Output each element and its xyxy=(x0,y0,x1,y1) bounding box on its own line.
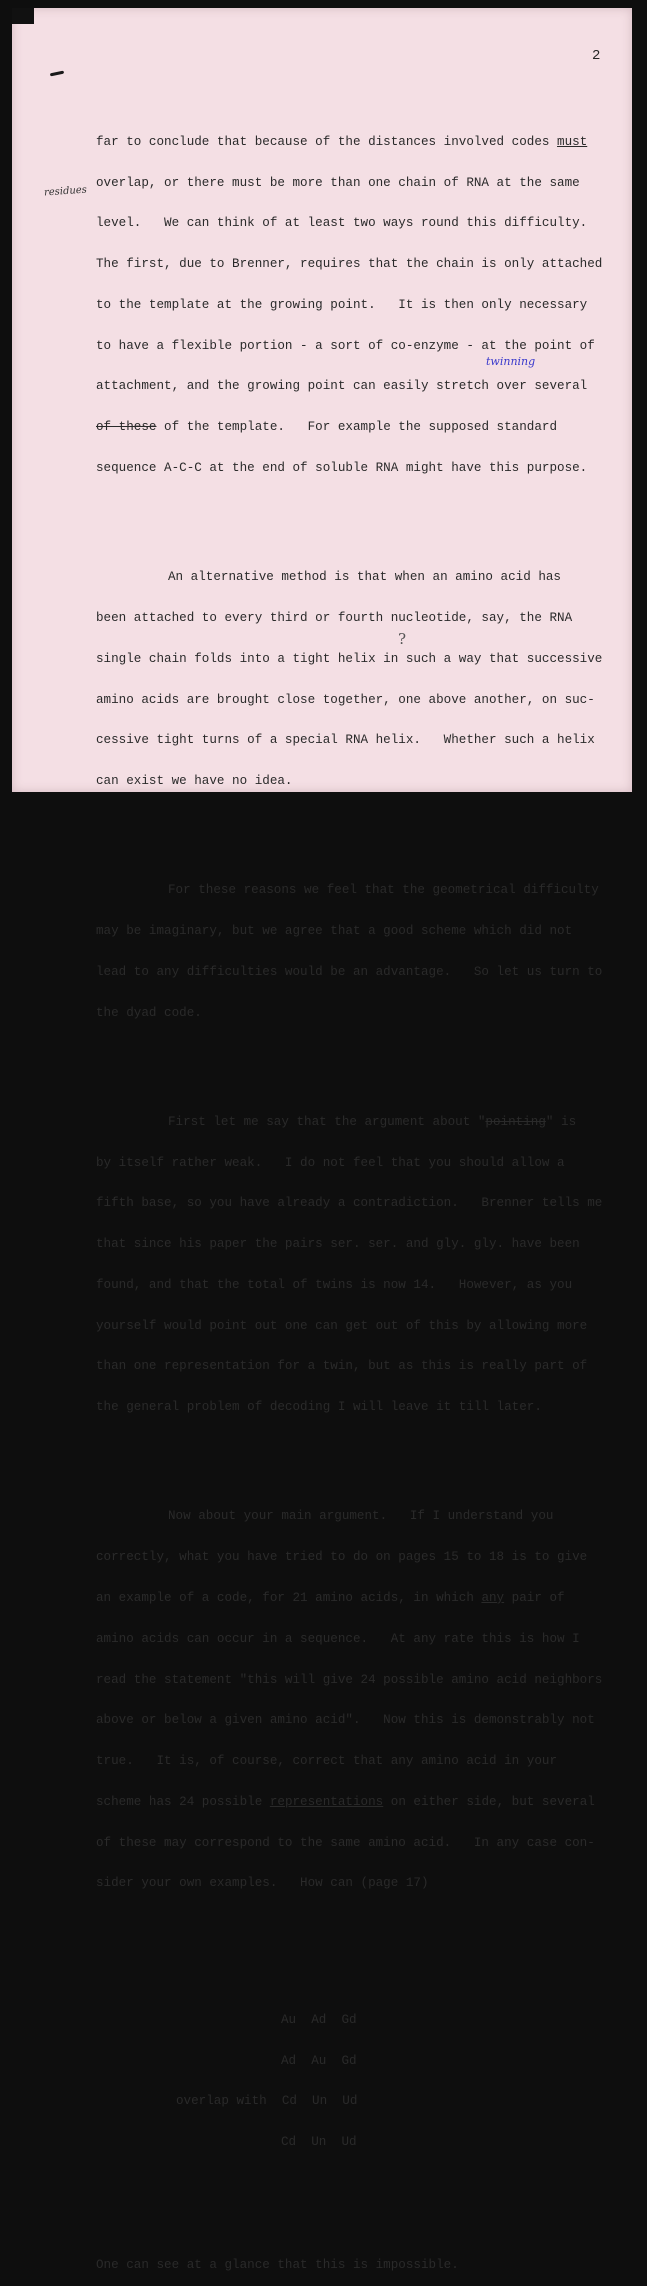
struck-text: of these xyxy=(96,420,157,435)
text-line: than one representation for a twin, but as this is really part of xyxy=(96,1359,588,1374)
text-line: read the statement "this will give 24 possible amino acid neighbors xyxy=(96,1672,603,1687)
text-line: For these reasons we feel that the geometrical difficulty xyxy=(168,883,599,898)
text-line: single chain folds into a tight helix in such a way that successive xyxy=(96,651,603,666)
text-line: found, and that the total of twins is now 14. However, as you xyxy=(96,1277,573,1292)
handwritten-correction: twinning xyxy=(486,355,536,368)
ink-mark xyxy=(50,71,64,77)
text-line: can exist we have no idea. xyxy=(96,774,293,789)
text-line: far to conclude that because of the distances involved codes must xyxy=(96,134,588,149)
text-line: fifth base, so you have already a contradiction. Brenner tells me xyxy=(96,1196,603,1211)
text-line: above or below a given amino acid". Now this is demonstrably not xyxy=(96,1713,595,1728)
table-row: overlap with Cd Un Ud xyxy=(176,2094,358,2109)
underlined-word: must xyxy=(557,134,588,149)
text-line: sequence A-C-C at the end of soluble RNA might have this purpose. xyxy=(96,461,588,476)
text-line: of these of the template. For example the supposed standard xyxy=(96,420,558,435)
codon-example-table xyxy=(96,1987,616,2177)
closing-line: One can see at a glance that this is impossible. xyxy=(96,2257,459,2272)
page-number: 2 xyxy=(592,48,601,64)
table-row: Au Ad Gd xyxy=(281,2012,357,2027)
text-line: Now about your main argument. If I understand you xyxy=(168,1509,554,1524)
text-line: amino acids can occur in a sequence. At any rate this is how I xyxy=(96,1631,580,1646)
struck-text: pointing xyxy=(485,1114,546,1129)
text-line: the dyad code. xyxy=(96,1005,202,1020)
text-line: First let me say that the argument about "pointing" is xyxy=(168,1114,577,1129)
text-line: level. We can think of at least two ways round this difficulty. xyxy=(96,216,588,231)
text-line: of these may correspond to the same amino acid. In any case con- xyxy=(96,1835,595,1850)
text-line: amino acids are brought close together, one above another, on suc- xyxy=(96,692,595,707)
underlined-word: representations xyxy=(269,1794,384,1809)
table-label: overlap with xyxy=(176,2094,267,2109)
text-line: attachment, and the growing point can easily stretch over several xyxy=(96,379,588,394)
table-row: Cd Un Ud xyxy=(281,2135,357,2150)
text-line: sider your own examples. How can (page 17) xyxy=(96,1876,429,1891)
margin-annotation: residues xyxy=(43,184,88,199)
scan-edge xyxy=(12,8,34,24)
text-line: an example of a code, for 21 amino acids, in which any pair of xyxy=(96,1590,565,1605)
text-line: cessive tight turns of a special RNA helix. Whether such a helix xyxy=(96,733,595,748)
text-line: to the template at the growing point. It is then only necessary xyxy=(96,297,588,312)
text-line: the general problem of decoding I will leave it till later. xyxy=(96,1400,542,1415)
text-line: may be imaginary, but we agree that a good scheme which did not xyxy=(96,924,573,939)
letter-body xyxy=(96,95,616,2286)
text-line: been attached to every third or fourth nucleotide, say, the RNA xyxy=(96,610,573,625)
handwritten-question-mark: ? xyxy=(398,630,407,648)
text-line: correctly, what you have tried to do on pages 15 to 18 is to give xyxy=(96,1550,588,1565)
text-line: that since his paper the pairs ser. ser. and gly. gly. have been xyxy=(96,1237,580,1252)
text-line: lead to any difficulties would be an advantage. So let us turn to xyxy=(96,964,603,979)
table-row: Ad Au Gd xyxy=(281,2053,357,2068)
text-line: overlap, or there must be more than one chain of RNA at the same xyxy=(96,175,580,190)
underlined-word: any xyxy=(481,1590,505,1605)
text-line: An alternative method is that when an amino acid has xyxy=(168,570,561,585)
text-line: to have a flexible portion - a sort of co-enzyme - at the point of xyxy=(96,338,595,353)
text-line: by itself rather weak. I do not feel that you should allow a xyxy=(96,1155,565,1170)
text-line: The first, due to Brenner, requires that the chain is only attached xyxy=(96,257,603,272)
text-line: yourself would point out one can get out of this by allowing more xyxy=(96,1318,588,1333)
text-line: true. It is, of course, correct that any amino acid in your xyxy=(96,1754,558,1769)
text-line: scheme has 24 possible representations on either side, but several xyxy=(96,1794,595,1809)
